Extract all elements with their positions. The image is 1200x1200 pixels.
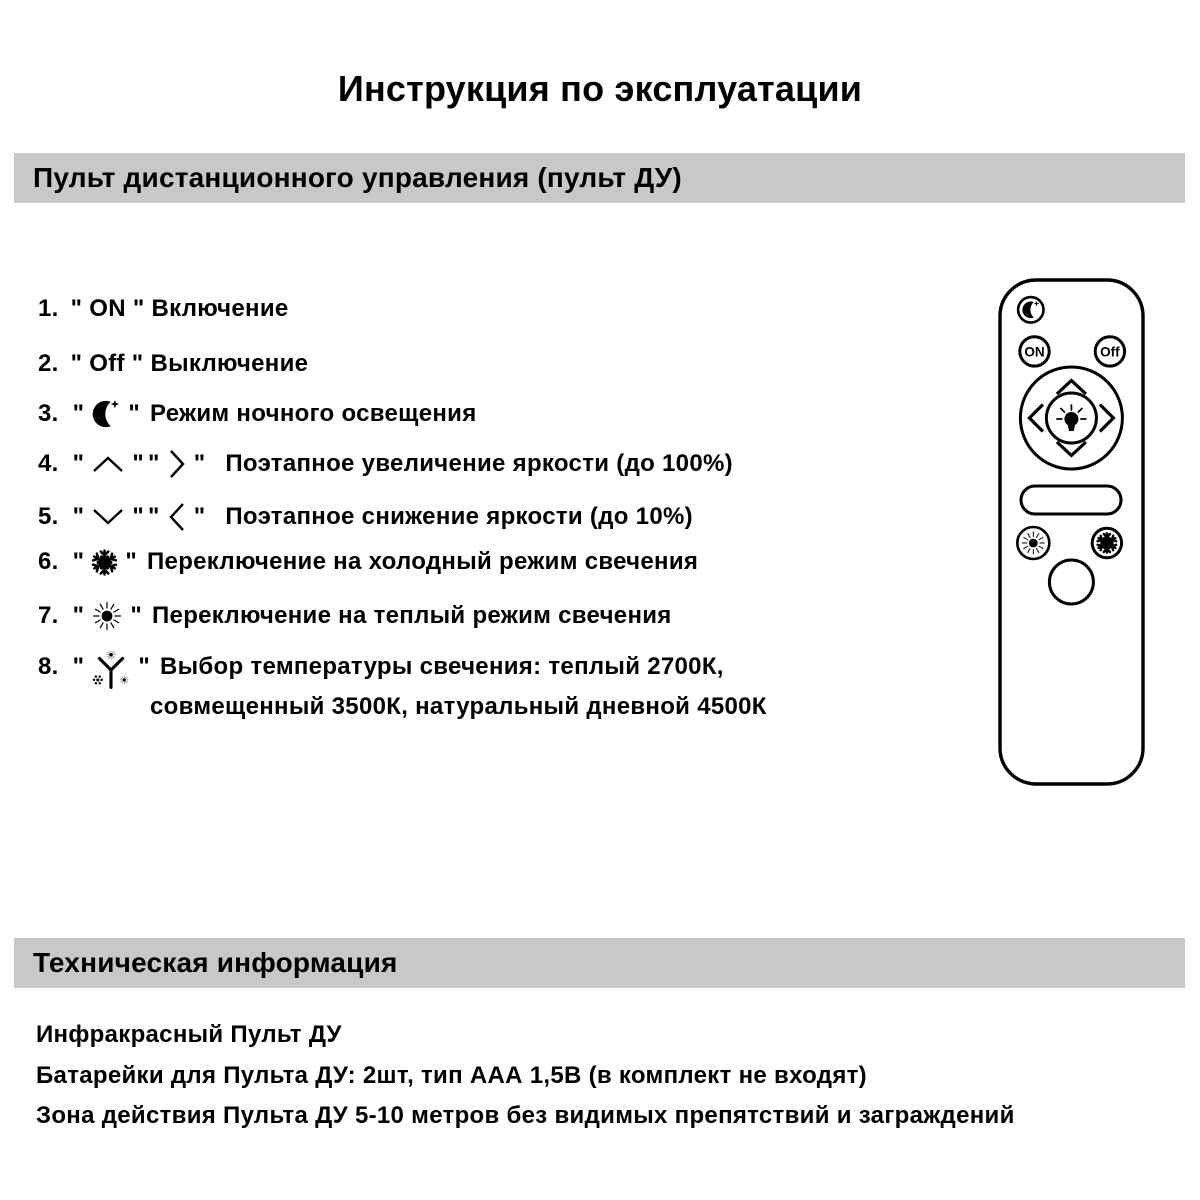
quote-mark: " bbox=[72, 653, 85, 680]
quote-mark: " bbox=[72, 602, 85, 629]
item-number: 3. bbox=[38, 400, 59, 427]
item-number: 1. bbox=[38, 295, 59, 322]
quote-mark: " bbox=[128, 400, 140, 427]
item-text: " Off " Выключение bbox=[70, 350, 309, 377]
list-item bbox=[38, 444, 733, 484]
tech-info-line: Зона действия Пульта ДУ 5-10 метров без видимых препятствий и заграждений bbox=[36, 1102, 1015, 1129]
tech-info-line: Инфракрасный Пульт ДУ bbox=[36, 1021, 342, 1048]
item-number: 5. bbox=[38, 503, 59, 530]
section-banner-remote bbox=[14, 153, 1185, 203]
chevron-down-icon bbox=[91, 507, 125, 527]
remote-control-svg bbox=[998, 278, 1145, 786]
quote-mark: " bbox=[193, 503, 206, 530]
page-title: Инструкция по эксплуатации bbox=[337, 68, 863, 109]
off-button-label: Off bbox=[1100, 344, 1120, 360]
quote-mark: " bbox=[130, 602, 142, 629]
quote-mark: " bbox=[72, 548, 85, 575]
section-heading: Пульт дистанционного управления (пульт ДУ) bbox=[33, 162, 682, 193]
quote-mark: " bbox=[72, 450, 85, 477]
temperature-select-icon bbox=[91, 651, 131, 689]
item-label: Поэтапное снижение яркости (до 10%) bbox=[225, 503, 693, 530]
quote-mark: " bbox=[132, 503, 144, 530]
quote-mark: " bbox=[148, 503, 160, 530]
item-label: Выбор температуры свечения: теплый 2700К, bbox=[160, 653, 724, 680]
remote-control-drawing bbox=[998, 278, 1145, 786]
item-number: 8. bbox=[38, 653, 59, 680]
snowflake-icon bbox=[91, 549, 118, 576]
item-label: Переключение на холодный режим свечения bbox=[147, 548, 699, 575]
section-banner-tech bbox=[14, 938, 1185, 988]
item-number: 2. bbox=[38, 350, 59, 377]
list-item bbox=[38, 542, 698, 582]
list-item bbox=[38, 394, 477, 434]
quote-mark: " bbox=[72, 503, 85, 530]
item-number: 6. bbox=[38, 548, 59, 575]
quote-mark: " bbox=[138, 653, 150, 680]
chevron-left-icon bbox=[167, 501, 187, 533]
item-text: " ON " Включение bbox=[70, 295, 289, 322]
chevron-right-icon bbox=[167, 448, 187, 480]
quote-mark: " bbox=[125, 548, 137, 575]
moon-star-icon bbox=[91, 399, 121, 429]
item-label-line2: совмещенный 3500К, натуральный дневной 4500К bbox=[150, 693, 767, 720]
quote-mark: " bbox=[72, 400, 85, 427]
warm-light-button bbox=[1017, 527, 1049, 559]
on-button-label: ON bbox=[1024, 344, 1045, 360]
list-item bbox=[38, 596, 672, 636]
item-label: Переключение на теплый режим свечения bbox=[152, 602, 672, 629]
list-item bbox=[38, 497, 693, 537]
list-item bbox=[38, 344, 308, 384]
section-heading: Техническая информация bbox=[33, 947, 398, 978]
quote-mark: " bbox=[132, 450, 144, 477]
tech-info-line: Батарейки для Пульта ДУ: 2шт, тип ААА 1,5В (в комплект не входят) bbox=[36, 1062, 867, 1089]
item-label: Режим ночного освещения bbox=[150, 400, 477, 427]
item-number: 4. bbox=[38, 450, 59, 477]
item-label: Поэтапное увеличение яркости (до 100%) bbox=[225, 450, 733, 477]
quote-mark: " bbox=[148, 450, 160, 477]
list-item bbox=[38, 289, 289, 329]
quote-mark: " bbox=[193, 450, 206, 477]
item-number: 7. bbox=[38, 602, 59, 629]
sun-icon bbox=[91, 600, 123, 632]
list-item bbox=[38, 647, 724, 687]
chevron-up-icon bbox=[91, 454, 125, 474]
